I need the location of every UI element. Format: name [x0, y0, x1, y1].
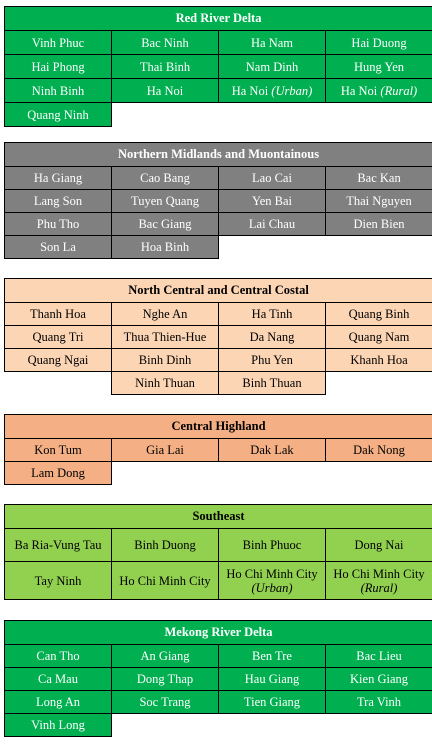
province-row — [5, 372, 432, 395]
province-cell — [326, 529, 432, 562]
province-cell — [326, 31, 432, 55]
region-red-river-delta — [4, 6, 432, 127]
region-central-highland — [4, 414, 432, 485]
province-row — [5, 326, 432, 349]
province-name: Kon Tum — [34, 443, 82, 457]
province-cell — [5, 236, 112, 259]
province-name: Lao Cai — [252, 171, 292, 185]
province-name: Quang Ngai — [27, 353, 89, 367]
province-cell — [112, 55, 219, 79]
region-table — [4, 414, 432, 485]
province-cell — [112, 303, 219, 326]
province-name: Ca Mau — [38, 672, 78, 686]
province-cell — [5, 167, 112, 190]
province-cell — [5, 349, 112, 372]
province-name: Phu Tho — [36, 217, 80, 231]
province-cell — [112, 190, 219, 213]
province-row — [5, 462, 432, 485]
region-table — [4, 504, 432, 600]
empty-cell — [326, 462, 432, 485]
province-cell — [219, 190, 326, 213]
province-cell — [5, 190, 112, 213]
province-name: Tien Giang — [243, 695, 301, 709]
province-cell — [326, 55, 432, 79]
province-name: Bac Giang — [138, 217, 192, 231]
empty-cell — [112, 103, 219, 127]
province-name: Gia Lai — [146, 443, 184, 457]
province-row — [5, 31, 432, 55]
province-row — [5, 529, 432, 562]
province-cell — [5, 55, 112, 79]
province-row — [5, 349, 432, 372]
province-row — [5, 79, 432, 103]
province-name: Thai Binh — [139, 59, 191, 74]
region-southeast — [4, 504, 432, 600]
province-row — [5, 714, 432, 737]
province-cell — [326, 326, 432, 349]
region-table — [4, 620, 432, 737]
province-name: An Giang — [140, 649, 190, 663]
province-cell — [326, 213, 432, 236]
province-cell — [326, 691, 432, 714]
empty-cell — [326, 103, 432, 127]
province-name: Hau Giang — [244, 672, 300, 686]
province-cell — [219, 213, 326, 236]
province-cell — [112, 562, 219, 600]
province-cell — [219, 31, 326, 55]
province-cell — [5, 645, 112, 668]
province-cell — [326, 439, 432, 462]
province-cell — [219, 303, 326, 326]
province-cell — [112, 691, 219, 714]
province-cell — [219, 167, 326, 190]
province-name: Hung Yen — [354, 59, 405, 74]
province-name: Son La — [40, 240, 76, 254]
empty-cell — [219, 103, 326, 127]
province-name: Dong Thap — [136, 672, 194, 686]
province-qualifier: (Urban) — [271, 83, 313, 98]
province-name: Da Nang — [249, 330, 295, 344]
province-cell — [5, 303, 112, 326]
province-row — [5, 645, 432, 668]
province-name: Ninh Thuan — [135, 376, 195, 390]
province-cell — [219, 645, 326, 668]
province-name: Ho Chi Minh City — [226, 566, 318, 581]
province-name: Quang Nam — [348, 330, 410, 344]
province-name: Binh Phuoc — [242, 538, 302, 552]
province-cell — [326, 167, 432, 190]
province-name: Kien Giang — [350, 672, 408, 686]
province-name: Thai Nguyen — [346, 194, 412, 208]
province-name: Dien Bien — [353, 217, 405, 231]
province-cell — [112, 236, 219, 259]
province-row — [5, 439, 432, 462]
province-cell — [219, 349, 326, 372]
province-name: Tuyen Quang — [131, 194, 199, 208]
province-cell — [219, 79, 326, 103]
province-name: Ho Chi Minh City — [119, 573, 211, 588]
province-cell — [326, 190, 432, 213]
province-name: Ha Giang — [33, 171, 83, 185]
province-name: Nam Dinh — [245, 59, 299, 74]
region-north-central — [4, 278, 432, 395]
province-cell — [5, 714, 112, 737]
province-cell — [219, 372, 326, 395]
province-name: Ha Tinh — [251, 307, 293, 321]
empty-cell — [5, 372, 112, 395]
province-row — [5, 190, 432, 213]
province-row — [5, 562, 432, 600]
region-title: Northern Midlands and Muontainous — [5, 143, 432, 167]
province-cell — [326, 303, 432, 326]
province-name: Tra Vinh — [356, 695, 402, 709]
province-cell — [112, 372, 219, 395]
province-row — [5, 55, 432, 79]
province-cell — [326, 668, 432, 691]
province-cell — [219, 691, 326, 714]
region-table — [4, 142, 432, 259]
province-cell — [112, 213, 219, 236]
province-cell — [5, 103, 112, 127]
region-mekong-river-delta — [4, 620, 432, 737]
province-name: Lai Chau — [248, 217, 296, 231]
province-name: Quang Ninh — [27, 107, 89, 122]
province-name: Nghe An — [142, 307, 188, 321]
province-cell — [112, 439, 219, 462]
region-table — [4, 6, 432, 127]
province-name: Tay Ninh — [34, 573, 82, 588]
province-cell — [112, 31, 219, 55]
province-cell — [5, 326, 112, 349]
province-cell — [219, 529, 326, 562]
province-cell — [112, 349, 219, 372]
province-name: Binh Thuan — [242, 376, 302, 390]
empty-cell — [326, 714, 432, 737]
province-cell — [5, 562, 112, 600]
province-name: Ha Noi — [146, 83, 184, 98]
province-cell — [112, 645, 219, 668]
province-name: Ba Ria-Vung Tau — [14, 538, 102, 552]
province-cell — [112, 668, 219, 691]
province-cell — [112, 529, 219, 562]
province-name: Dak Lak — [250, 443, 294, 457]
province-name: Lang Son — [33, 194, 83, 208]
province-row — [5, 213, 432, 236]
empty-cell — [112, 714, 219, 737]
province-cell — [5, 529, 112, 562]
province-qualifier: (Urban) — [251, 580, 293, 595]
province-row — [5, 103, 432, 127]
region-title: Central Highland — [5, 415, 432, 439]
province-name: Vinh Phuc — [31, 35, 85, 50]
empty-cell — [326, 236, 432, 259]
province-name: Dong Nai — [354, 538, 404, 552]
province-name: Ho Chi Minh City — [333, 566, 425, 581]
province-name: Ha Nam — [251, 35, 293, 50]
province-name: Yen Bai — [251, 194, 293, 208]
province-name: Can Tho — [36, 649, 80, 663]
province-name: Cao Bang — [140, 171, 190, 185]
province-name: Bac Ninh — [141, 35, 189, 50]
empty-cell — [326, 372, 432, 395]
province-cell — [326, 349, 432, 372]
province-name: Bac Lieu — [356, 649, 402, 663]
province-name: Quang Binh — [348, 307, 410, 321]
province-cell — [5, 691, 112, 714]
region-title: Mekong River Delta — [5, 621, 432, 645]
province-row — [5, 167, 432, 190]
province-name: Soc Trang — [139, 695, 191, 709]
province-name: Dak Nong — [353, 443, 405, 457]
province-name: Hai Phong — [31, 59, 85, 74]
province-name: Binh Dinh — [138, 353, 192, 367]
region-title: Red River Delta — [5, 7, 432, 31]
province-cell — [326, 79, 432, 103]
province-row — [5, 236, 432, 259]
province-cell — [112, 79, 219, 103]
region-title: North Central and Central Costal — [5, 279, 432, 303]
province-cell — [219, 326, 326, 349]
empty-cell — [219, 714, 326, 737]
province-row — [5, 303, 432, 326]
province-cell — [326, 645, 432, 668]
province-name: Ha Noi — [231, 83, 269, 98]
province-name: Hoa Binh — [140, 240, 190, 254]
province-cell — [5, 213, 112, 236]
region-table — [4, 278, 432, 395]
empty-cell — [219, 462, 326, 485]
province-qualifier: (Rural) — [360, 580, 398, 595]
province-cell — [219, 668, 326, 691]
province-cell — [112, 167, 219, 190]
province-name: Thanh Hoa — [30, 307, 86, 321]
province-name: Phu Yen — [251, 353, 293, 367]
province-name: Thua Thien-Hue — [123, 330, 207, 344]
province-name: Bac Kan — [357, 171, 401, 185]
province-name: Ben Tre — [252, 649, 292, 663]
empty-cell — [112, 462, 219, 485]
region-title: Southeast — [5, 505, 432, 529]
region-northern-midlands — [4, 142, 432, 259]
province-name: Lam Dong — [31, 466, 85, 480]
province-name: Ha Noi — [340, 83, 378, 98]
province-name: Binh Duong — [134, 538, 196, 552]
province-name: Hai Duong — [351, 35, 407, 50]
province-cell — [219, 439, 326, 462]
province-row — [5, 691, 432, 714]
empty-cell — [219, 236, 326, 259]
province-cell — [219, 562, 326, 600]
province-cell — [5, 668, 112, 691]
province-cell — [219, 55, 326, 79]
province-cell — [5, 31, 112, 55]
province-cell — [5, 462, 112, 485]
province-name: Vinh Long — [31, 718, 85, 732]
province-cell — [5, 79, 112, 103]
province-cell — [326, 562, 432, 600]
province-cell — [112, 326, 219, 349]
province-name: Quang Tri — [32, 330, 84, 344]
province-name: Long An — [35, 695, 81, 709]
province-row — [5, 668, 432, 691]
province-name: Khanh Hoa — [350, 353, 408, 367]
province-name: Ninh Binh — [31, 83, 85, 98]
province-cell — [5, 439, 112, 462]
province-qualifier: (Rural) — [380, 83, 418, 98]
